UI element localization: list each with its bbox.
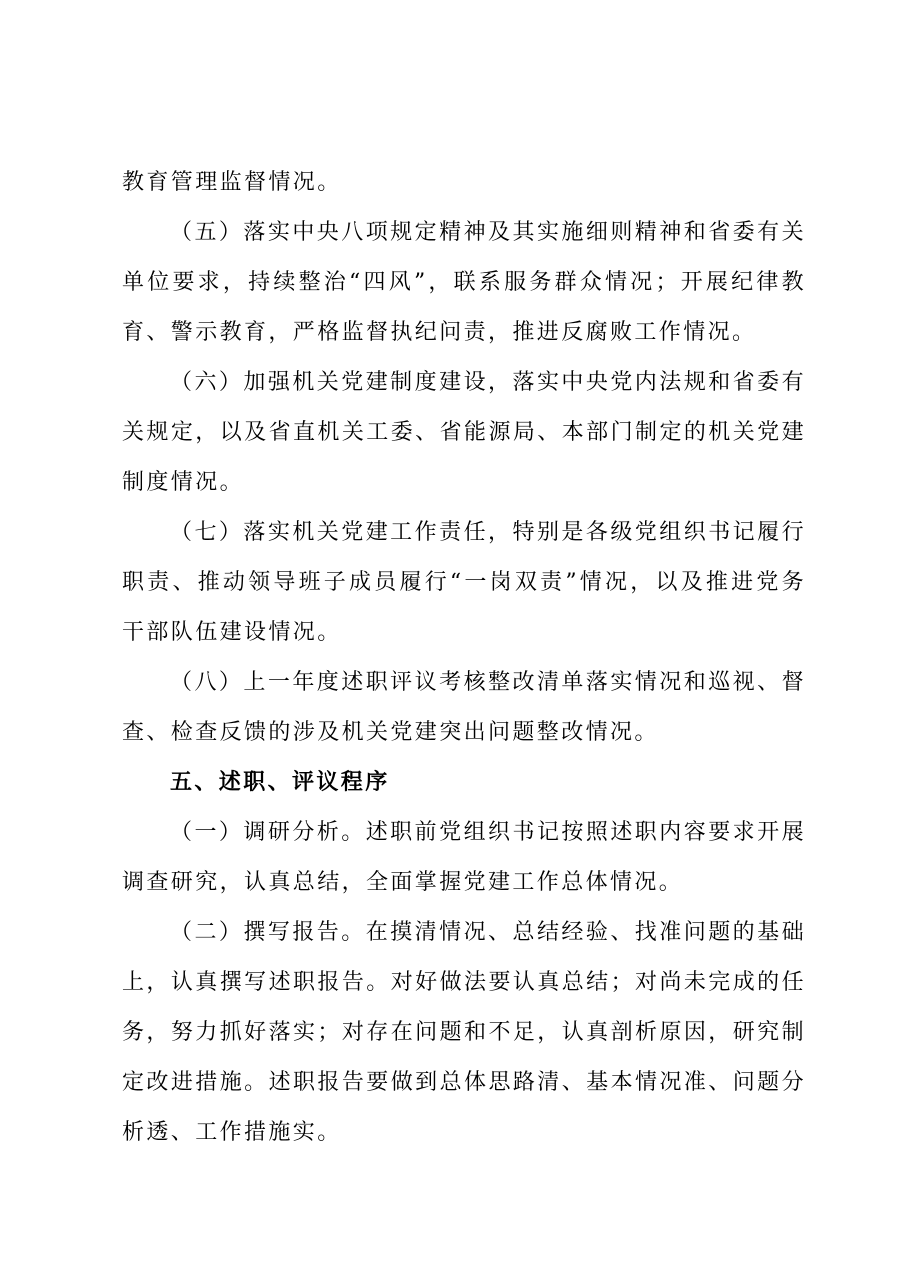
- paragraph-item-6: （六）加强机关党建制度建设，落实中央党内法规和省委有关规定，以及省直机关工委、省能源局、本部门制定的机关党建制度情况。: [122, 370, 806, 495]
- section-heading-procedure: 五、述职、评议程序: [170, 770, 390, 795]
- document-body: [122, 158, 806, 1158]
- paragraph-item-5: （五）落实中央八项规定精神及其实施细则精神和省委有关单位要求，持续整治“四风”，联系服务群众情况；开展纪律教育、警示教育，严格监督执纪问责，推进反腐败工作情况。: [122, 220, 806, 345]
- paragraph-continuation: 教育管理监督情况。: [122, 170, 342, 195]
- paragraph-item-7: （七）落实机关党建工作责任，特别是各级党组织书记履行职责、推动领导班子成员履行“一岗双责”情况，以及推进党务干部队伍建设情况。: [122, 520, 806, 645]
- paragraph-item-8: （八）上一年度述职评议考核整改清单落实情况和巡视、督查、检查反馈的涉及机关党建突出问题整改情况。: [122, 670, 806, 745]
- paragraph-procedure-1: （一）调研分析。述职前党组织书记按照述职内容要求开展调查研究，认真总结，全面掌握党建工作总体情况。: [122, 820, 806, 895]
- paragraph-procedure-2: （二）撰写报告。在摸清情况、总结经验、找准问题的基础上，认真撰写述职报告。对好做法要认真总结；对尚未完成的任务，努力抓好落实；对存在问题和不足，认真剖析原因，研究制定改进措施。述职报告要做到总体思路清、基本情况准、问题分析透、工作措施实。: [122, 920, 806, 1145]
